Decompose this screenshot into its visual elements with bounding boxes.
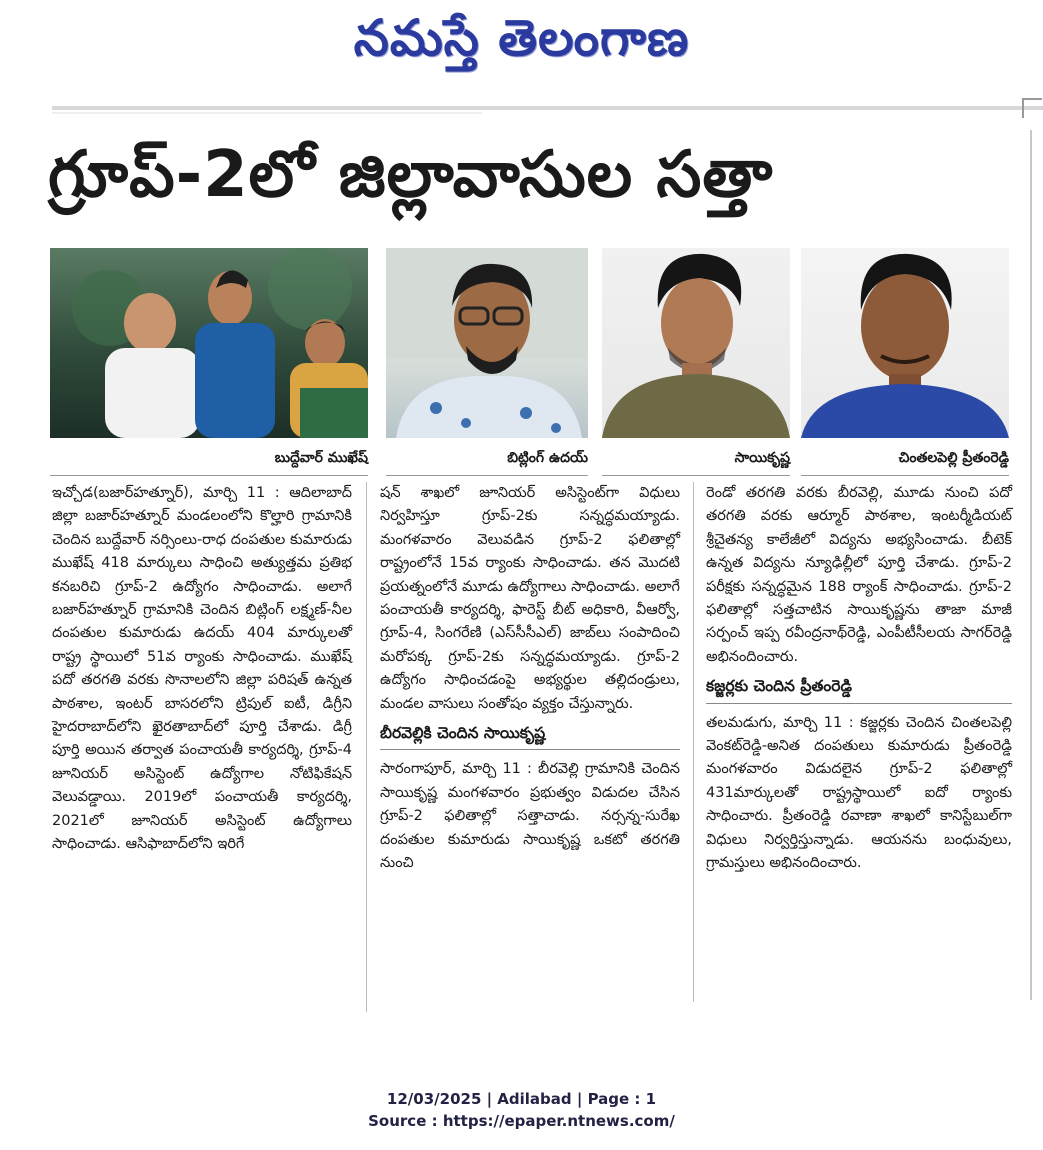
photo-preetham-image <box>801 248 1009 438</box>
subheading-preetham: కజ్జర్లకు చెందిన ప్రీతంరెడ్డి <box>706 675 1012 703</box>
footer-source-link[interactable]: Source : https://epaper.ntnews.com/ <box>368 1112 675 1130</box>
caption-rule <box>602 475 790 476</box>
photo-mukhesh-image <box>50 248 368 438</box>
photo-preetham <box>801 248 1009 438</box>
photo-uday <box>386 248 588 438</box>
page-footer <box>0 1088 1043 1132</box>
article-column-1 <box>52 482 352 857</box>
caption-rule <box>801 475 1009 476</box>
photo-caption: చింతలపెల్లి ప్రీతంరెడ్డి <box>898 450 1009 466</box>
caption-rule <box>386 475 588 476</box>
masthead-rule-light <box>52 112 482 114</box>
article-paragraph: రెండో తరగతి వరకు బీరవెల్లి, మూడు నుంచి పదో తరగతి వరకు ఆర్మూర్ పాఠశాల, ఇంటర్మీడియట్ శ్రీచైతన్య కాలేజీలో విద్యను అభ్యసించాడు. బీటెక్ ఉన్నత విద్యను న్యూఢిల్లీలో పూర్తి చేశాడు. గ్రూప్-2 పరీక్షకు సన్నద్ధమైన 188 ర్యాంక్ సాధించాడు. గ్రూప్-2 ఫలితాల్లో సత్తచాటిన సాయికృష్ణను తాజా మాజీ సర్పంచ్ ఇప్ప రవీంద్రనాథ్‌రెడ్డి, ఎంపీటీసీలయ సాగర్‌రెడ్డి అభినందించారు. <box>706 485 1012 665</box>
photo-caption: బుద్దేవార్ ముఖేష్ <box>274 450 368 466</box>
article-paragraph: తలమడుగు, మార్చి 11 : కజ్జర్లకు చెందిన చింతలపెల్లి వెంకట్‌రెడ్డి-అనిత దంపతులు కుమారుడు ప్రీతంరెడ్డి మంగళవారం విడుదలైన గ్రూప్-2 ఫలితాల్లో 431మార్కులతో రాష్ట్రస్థాయిలో ఐదో ర్యాంకు సాధించారు. ప్రీతంరెడ్డి రవాణా శాఖలో కానిస్టేబుల్‌గా విధులు నిర్వర్తిస్తున్నాడు. ఆయనను బంధువులు, గ్రామస్తులు అభినందించారు. <box>706 714 1012 872</box>
article-paragraph: షన్ శాఖలో జూనియర్ అసిస్టెంట్‌గా విధులు నిర్వహిస్తూ గ్రూప్-2కు సన్నద్ధమయ్యాడు. మంగళవారం వెలువడిన గ్రూప్-2 ఫలితాల్లో రాష్ట్రంలోనే 15వ ర్యాంకు సాధించాడు. తన మొదటి ప్రయత్నంలోనే మూడు ఉద్యోగాలు సాధించాడు. అలాగే పంచాయతీ కార్యదర్శి, ఫారెస్ట్ బీట్ అధికారి, వీఆర్వో, గ్రూప్-4, సింగరేణి (ఎస్‌సీసీఎల్) జాబ్‌లు సంపాదించి మరోపక్క గ్రూప్-2కు సన్నద్ధమయ్యాడు. గ్రూప్-2 ఉద్యోగం సాధించడంపై అభ్యర్థుల తల్లిదండ్రులు, మండల వాసులు సంతోషం వ్యక్తం చేస్తున్నారు. <box>380 485 680 712</box>
footer-date-edition: 12/03/2025 | Adilabad | Page : 1 <box>386 1090 657 1108</box>
column-separator <box>366 482 367 1012</box>
page-right-rule <box>1030 130 1032 1000</box>
photo-caption: బిట్లింగ్ ఉదయ్ <box>507 450 588 466</box>
caption-rule <box>50 475 368 476</box>
article-column-2 <box>380 482 680 876</box>
masthead-rule <box>52 106 1043 110</box>
column-separator <box>693 482 694 1002</box>
subheading-saikrishna: బీరవెల్లికి చెందిన సాయికృష్ణ <box>380 722 680 750</box>
article-paragraph: సారంగాపూర్, మార్చి 11 : బీరవెల్లి గ్రామానికి చెందిన సాయికృష్ణ మంగళవారం ప్రభుత్వం విడుదల చేసిన గ్రూప్-2 ఫలితాల్లో సత్తాచాడు. నర్సన్న-సురేఖ దంపతుల కుమారుడు సాయికృష్ణ ఒకటో తరగతి నుంచి <box>380 761 680 872</box>
photo-mukhesh-family <box>50 248 368 438</box>
article-column-3 <box>706 482 1012 876</box>
photo-caption: సాయికృష్ణ <box>734 450 790 466</box>
photo-uday-image <box>386 248 588 438</box>
article-paragraph: ఇచ్చోడ(బజార్‌హత్నూర్), మార్చి 11 : ఆదిలాబాద్ జిల్లా బజార్‌హత్నూర్ మండలంలోని కొల్హారి గ్రామానికి చెందిన బుద్దేవార్ నర్సింలు-రాధ దంపతుల కుమారుడు ముఖేష్ 418 మార్కులు సాధించి అత్యుత్తమ ప్రతిభ కనబరిచి గ్రూప్-2 ఉద్యోగం సాధించాడు. అలాగే బజార్‌హత్నూర్ గ్రామానికి చెందిన బిట్లింగ్ లక్ష్మణ్-నీల దంపతుల కుమారుడు ఉదయ్ 404 మార్కులతో రాష్ట్ర స్థాయిలో 51వ ర్యాంకు సాధించాడు. ముఖేష్ పదో తరగతి వరకు సొనాలలోని జిల్లా పరిషత్ ఉన్నత పాఠశాల, ఇంటర్ బాసరలోని ట్రిపుల్ ఐటీ, డిగ్రీని హైదరాబాద్‌లోని ఖైరతాబాద్‌లో పూర్తి చేశాడు. డిగ్రీ పూర్తి అయిన తర్వాత పంచాయతీ కార్యదర్శి, గ్రూప్-4 జూనియర్ అసిస్టెంట్ ఉద్యోగాల నోటిఫికేషన్ వెలువడ్డాయి. 2019లో పంచాయతీ కార్యదర్శి, 2021లో జూనియర్ అసిస్టెంట్ ఉద్యోగాలు సాధించాడు. ఆసిఫాబాద్‌లోని ఇరిగే <box>52 485 352 853</box>
masthead <box>0 8 1043 80</box>
article-headline: గ్రూప్-2లో జిల్లావాసుల సత్తా <box>48 138 774 212</box>
crop-corner-mark <box>1022 98 1042 118</box>
photo-saikrishna-image <box>602 248 790 438</box>
newspaper-logo: నమస్తే తెలంగాణ <box>353 8 690 67</box>
photo-saikrishna <box>602 248 790 438</box>
